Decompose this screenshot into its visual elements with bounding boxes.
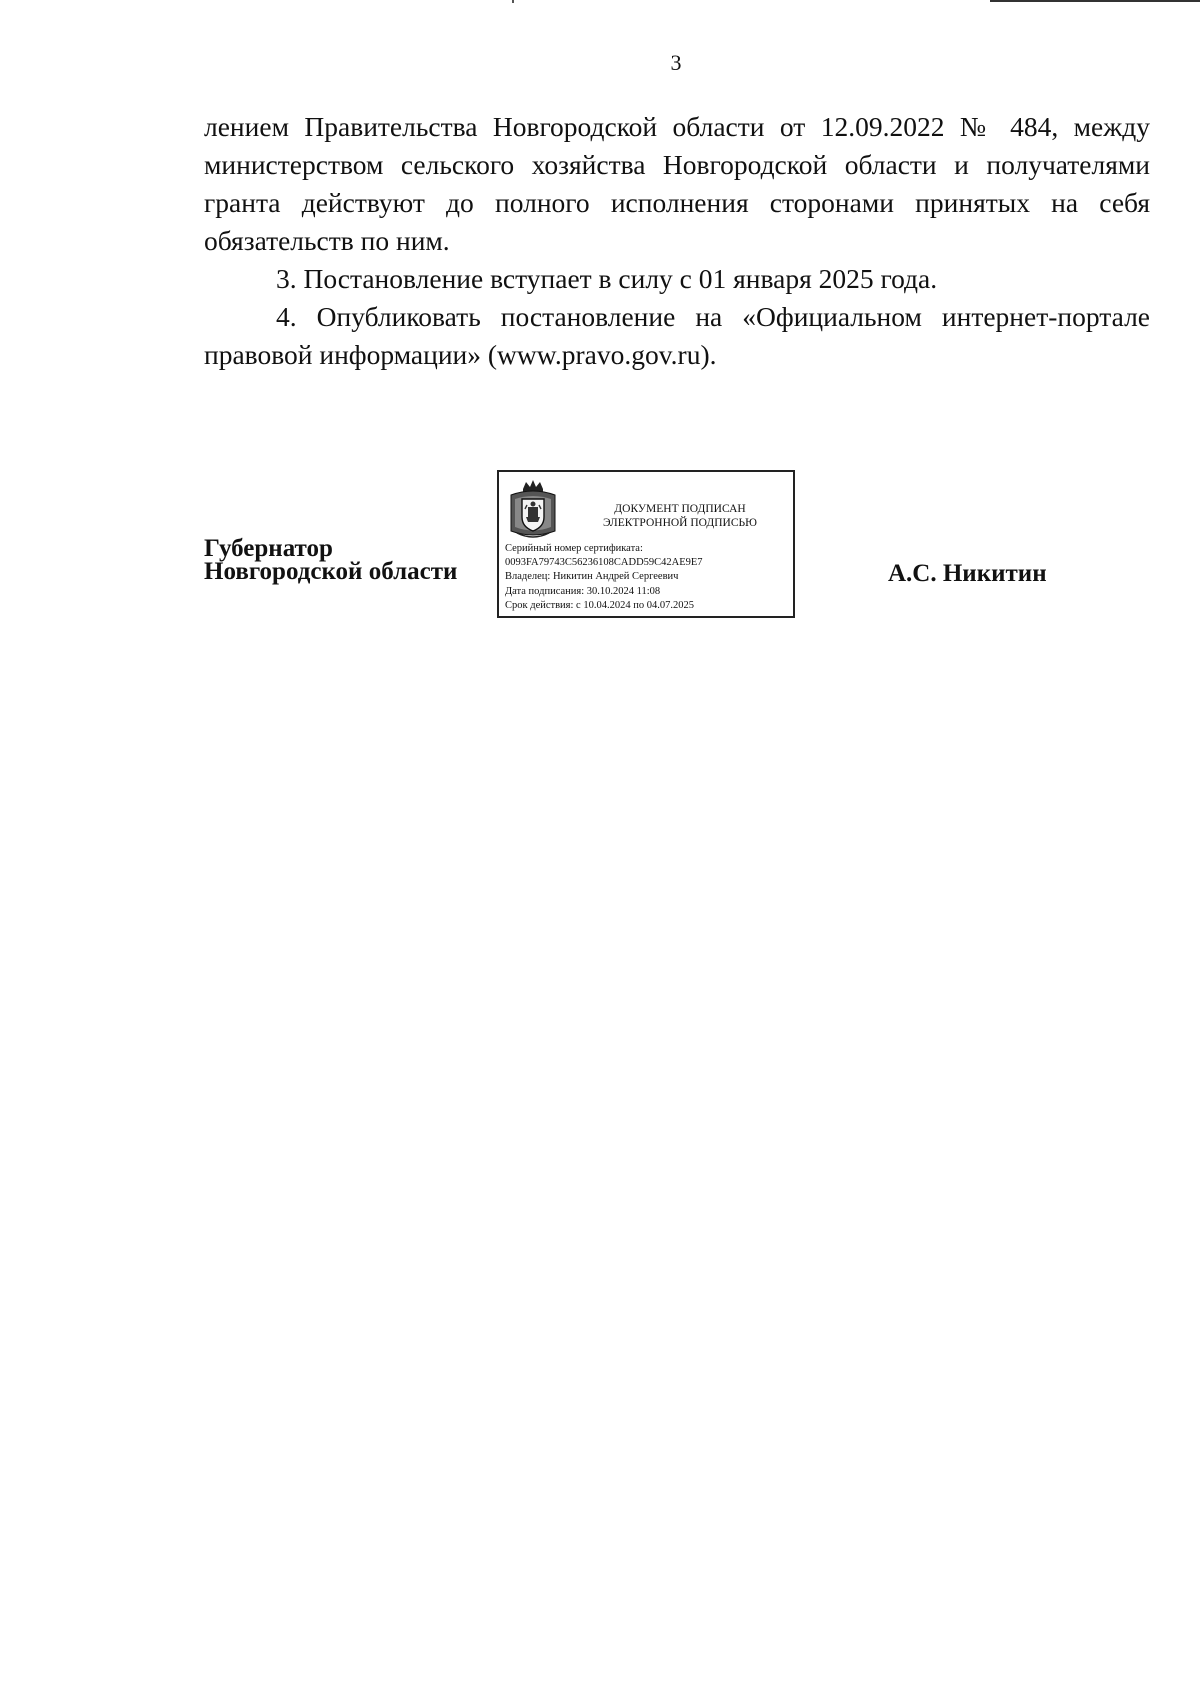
stamp-owner: Владелец: Никитин Андрей Сергеевич — [505, 571, 679, 583]
stamp-heading-line1: ДОКУМЕНТ ПОДПИСАН — [614, 503, 746, 515]
stamp-validity: Срок действия: с 10.04.2024 по 04.07.2025 — [505, 599, 694, 611]
signer-title — [204, 537, 457, 583]
signer-title-line2: Новгородской области — [204, 558, 458, 585]
stamp-serial-label: Серийный номер сертификата: — [505, 543, 643, 554]
signer-name: А.С. Никитин — [888, 560, 1047, 587]
paragraph-effective-date: 3. Постановление вступает в силу с 01 января 2025 года. — [276, 263, 938, 294]
electronic-signature-stamp — [497, 470, 795, 618]
signer-title-line1: Губернатор — [204, 535, 333, 562]
paragraph-publication: 4. Опубликовать постановление на «Официальном интернет-портале правовой информации» (www.pravo.gov.ru). — [204, 301, 1150, 370]
scan-artifact-left — [512, 0, 514, 3]
coat-of-arms-icon — [507, 479, 559, 541]
stamp-heading — [575, 502, 785, 530]
stamp-heading-line2: ЭЛЕКТРОННОЙ ПОДПИСЬЮ — [603, 517, 757, 529]
paragraph-continuation: лением Правительства Новгородской области от 12.09.2022 № 484, между министерством сельского хозяйства Новгородской области и получателями гранта действуют до полного исполнения сторонами принятых на себя обязательств по ним. — [204, 111, 1150, 256]
document-body — [204, 108, 1150, 374]
stamp-serial-value: 0093FA79743C56236108CADD59C42AE9E7 — [505, 557, 703, 569]
stamp-signed-date: Дата подписания: 30.10.2024 11:08 — [505, 585, 661, 597]
stamp-details — [505, 542, 703, 613]
scan-artifact-right — [990, 0, 1200, 2]
page-number: 3 — [670, 50, 682, 75]
